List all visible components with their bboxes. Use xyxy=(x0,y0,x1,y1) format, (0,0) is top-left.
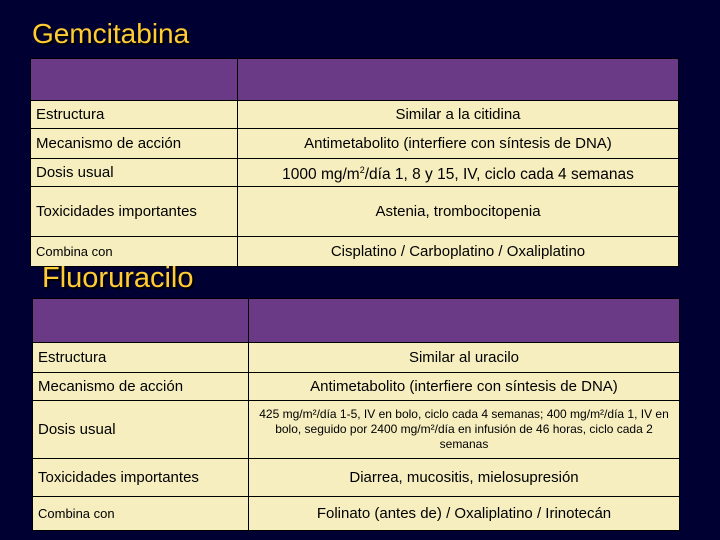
header-cell xyxy=(249,299,680,343)
table-row xyxy=(33,459,680,497)
row-value: Folinato (antes de) / Oxaliplatino / Irinotecán xyxy=(249,497,680,531)
row-value: Antimetabolito (interfiere con síntesis de DNA) xyxy=(238,129,679,159)
row-value: Similar a la citidina xyxy=(238,101,679,129)
table-row xyxy=(31,187,679,237)
table-row xyxy=(33,497,680,531)
section-title-gemcitabina: Gemcitabina xyxy=(32,18,190,49)
row-value: Astenia, trombocitopenia xyxy=(238,187,679,237)
header-cell xyxy=(31,59,238,101)
row-label: Toxicidades importantes xyxy=(31,187,238,237)
table-row xyxy=(31,129,679,159)
header-cell xyxy=(238,59,679,101)
section-title-fluoruracilo: Fluoruracilo xyxy=(42,262,194,294)
row-value: Diarrea, mucositis, mielosupresión xyxy=(249,459,680,497)
table-row xyxy=(33,401,680,459)
row-label: Mecanismo de acción xyxy=(31,129,238,159)
dose-text: /día 1, 8 y 15, IV, ciclo cada 4 semanas xyxy=(364,166,634,184)
dose-text: 1000 mg/m xyxy=(282,166,360,184)
dose-superscript: 2 xyxy=(359,164,365,175)
table-row xyxy=(33,343,680,373)
row-value: Cisplatino / Carboplatino / Oxaliplatino xyxy=(238,237,679,267)
row-label: Dosis usual xyxy=(31,159,238,187)
row-label: Mecanismo de acción xyxy=(33,373,249,401)
row-value: Antimetabolito (interfiere con síntesis de DNA) xyxy=(249,373,680,401)
header-cell xyxy=(33,299,249,343)
table-row xyxy=(31,159,679,187)
row-value: 425 mg/m²/día 1-5, IV en bolo, ciclo cada 4 semanas; 400 mg/m²/día 1, IV en bolo, seguido por 2400 mg/m²/día en infusión de 46 horas, ciclo cada 2 semanas xyxy=(249,401,680,459)
table-header-row xyxy=(31,59,679,101)
row-value xyxy=(238,159,679,187)
row-label: Dosis usual xyxy=(33,401,249,459)
row-label: Estructura xyxy=(33,343,249,373)
table-row xyxy=(33,373,680,401)
table-row xyxy=(31,101,679,129)
gemcitabina-table xyxy=(30,58,679,267)
row-label: Toxicidades importantes xyxy=(33,459,249,497)
row-label: Combina con xyxy=(31,237,238,267)
row-label: Combina con xyxy=(33,497,249,531)
row-value: Similar al uracilo xyxy=(249,343,680,373)
table-header-row xyxy=(33,299,680,343)
row-label: Estructura xyxy=(31,101,238,129)
fluoruracilo-table xyxy=(32,298,680,531)
